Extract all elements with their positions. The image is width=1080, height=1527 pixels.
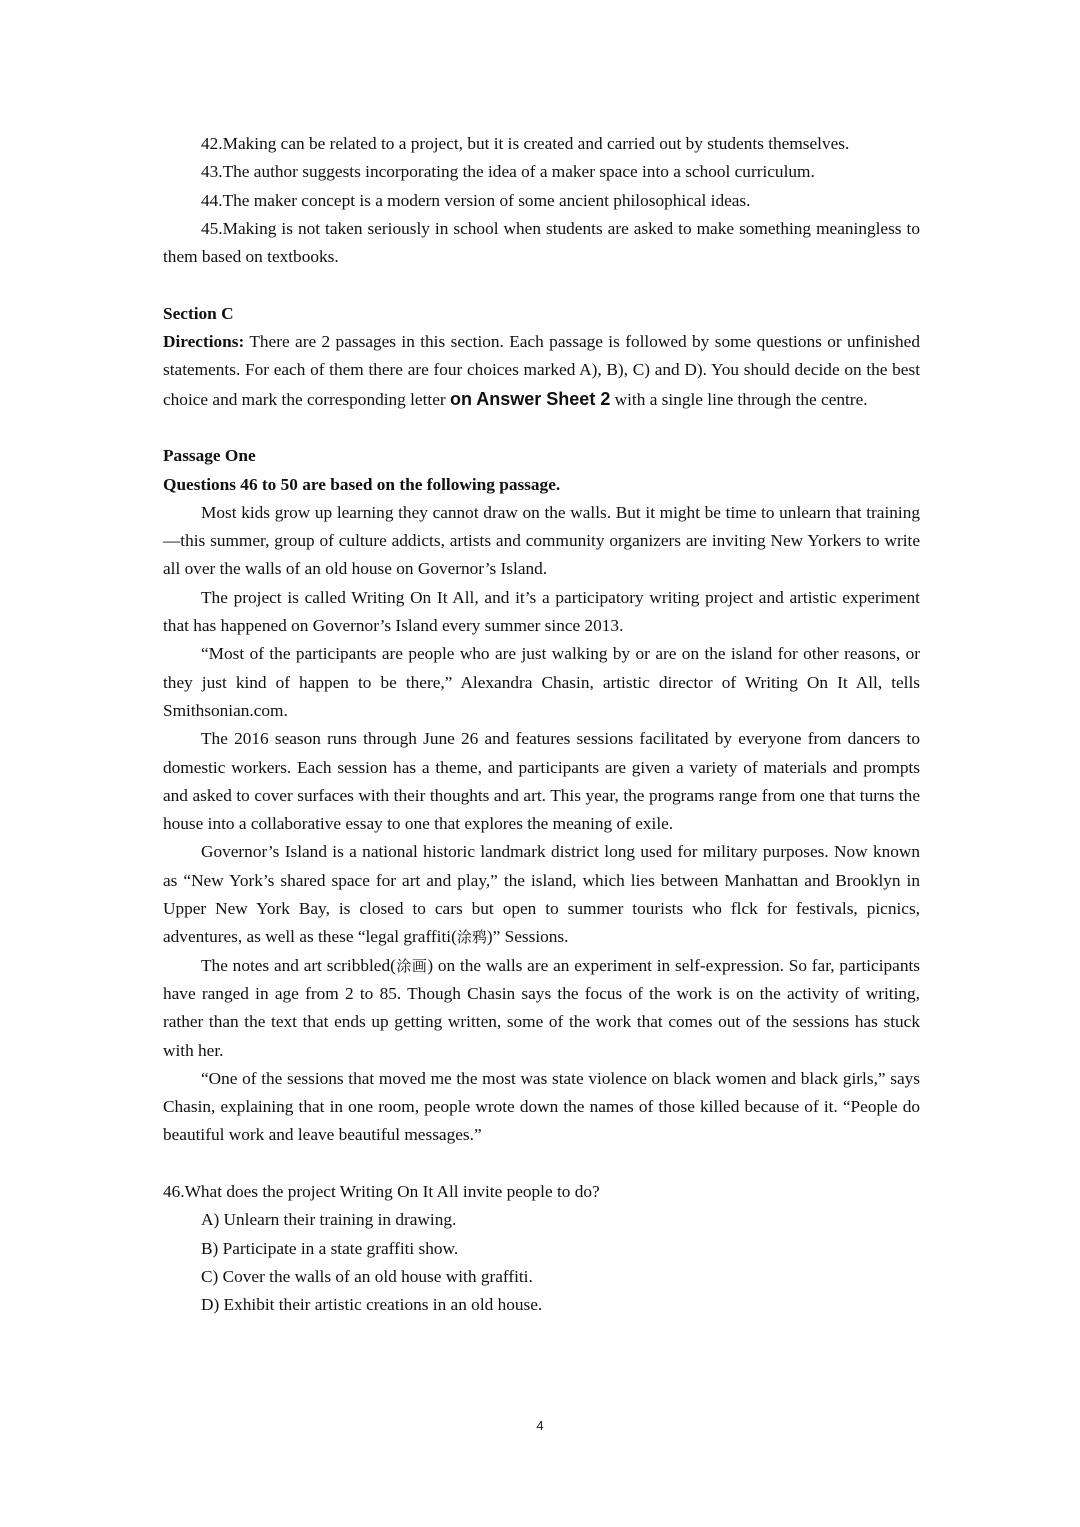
answer-sheet-emphasis: on Answer Sheet 2	[449, 388, 611, 409]
directions-label: Directions:	[163, 332, 245, 352]
passage-paragraph-2: The project is called Writing On It All, and it’s a participatory writing project and artistic experiment that has happened on Governor’s Island every summer since 2013.	[163, 587, 920, 636]
paragraph-6-text-b: ) on the walls are an experiment in self-expression. So far, participants have ranged in age from 2 to 85. Though Chasin says the focus of the work is on the activity of writing, rather than the text that ends up getting written, some of the work that comes out of the sessions has stuck with her.	[163, 955, 921, 1060]
paragraph-5-text-a: Governor’s Island is a national historic landmark district long used for military purposes. Now known as “New York’s shared space for art and play,” the island, which lies between Manhattan and Brooklyn in Upper New York Bay, is closed to cars but open to summer tourists who flck for festivals, picnics, adventures, as well as these “legal graffiti(	[163, 842, 920, 947]
question-46-option-c: C) Cover the walls of an old house with graffiti.	[201, 1266, 533, 1286]
spacer	[163, 1150, 920, 1178]
question-46-option-d: D) Exhibit their artistic creations in an old house.	[201, 1295, 543, 1315]
passage-paragraph-5	[163, 838, 920, 951]
section-c-directions	[163, 328, 920, 414]
passage-one-subheading: Questions 46 to 50 are based on the following passage.	[163, 474, 561, 494]
question-46-option-a: A) Unlearn their training in drawing.	[201, 1210, 457, 1230]
exam-page	[163, 130, 920, 1319]
section-c-heading: Section C	[163, 303, 234, 323]
passage-paragraph-3: “Most of the participants are people who are just walking by or are on the island for other reasons, or they just kind of happen to be there,” Alexandra Chasin, artistic director of Writing On It All, tells Smithsonian.com.	[163, 644, 920, 720]
passage-paragraph-7: “One of the sessions that moved me the most was state violence on black women and black girls,” says Chasin, explaining that in one room, people wrote down the names of those killed because of it. “People do beautiful work and leave beautiful messages.”	[163, 1068, 920, 1145]
statement-42: 42.Making can be related to a project, but it is created and carried out by students themselves.	[201, 134, 850, 153]
statement-43: 43.The author suggests incorporating the idea of a maker space into a school curriculum.	[201, 162, 815, 182]
spacer	[163, 271, 920, 299]
paragraph-6-chinese-gloss: 涂画	[395, 956, 428, 975]
directions-text-1: There are 2 passages in this section. Each passage is followed by some questions or unfinished statements. For each of them there are four choices marked A), B), C) and D). You should decide on the best choice and mark the corresponding letter	[163, 332, 920, 409]
question-46-stem: 46.What does the project Writing On It All invite people to do?	[163, 1181, 600, 1201]
paragraph-5-text-b: )” Sessions.	[486, 927, 569, 947]
statement-44: 44.The maker concept is a modern version of some ancient philosophical ideas.	[201, 190, 751, 210]
passage-paragraph-6	[163, 952, 920, 1065]
passage-paragraph-1: Most kids grow up learning they cannot draw on the walls. But it might be time to unlearn that training—this summer, group of culture addicts, artists and community organizers are inviting New Yorkers to write all over the walls of an old house on Governor’s Island.	[163, 502, 920, 579]
passage-one-heading: Passage One	[163, 446, 256, 466]
paragraph-5-chinese-gloss: 涂鸦	[456, 928, 487, 947]
statement-45: 45.Making is not taken seriously in school when students are asked to make something meaningless to them based on textbooks.	[163, 218, 920, 267]
paragraph-6-text-a: The notes and art scribbled(	[201, 955, 396, 975]
passage-paragraph-4: The 2016 season runs through June 26 and features sessions facilitated by everyone from dancers to domestic workers. Each session has a theme, and participants are given a variety of materials and prompts and asked to cover surfaces with their thoughts and art. This year, the programs range from one that turns the house into a collaborative essay to one that explores the meaning of exile.	[163, 729, 920, 834]
page-number: 4	[536, 1418, 544, 1433]
spacer	[163, 414, 920, 442]
directions-text-2: with a single line through the centre.	[610, 389, 868, 409]
question-46-option-b: B) Participate in a state graffiti show.	[201, 1238, 459, 1258]
